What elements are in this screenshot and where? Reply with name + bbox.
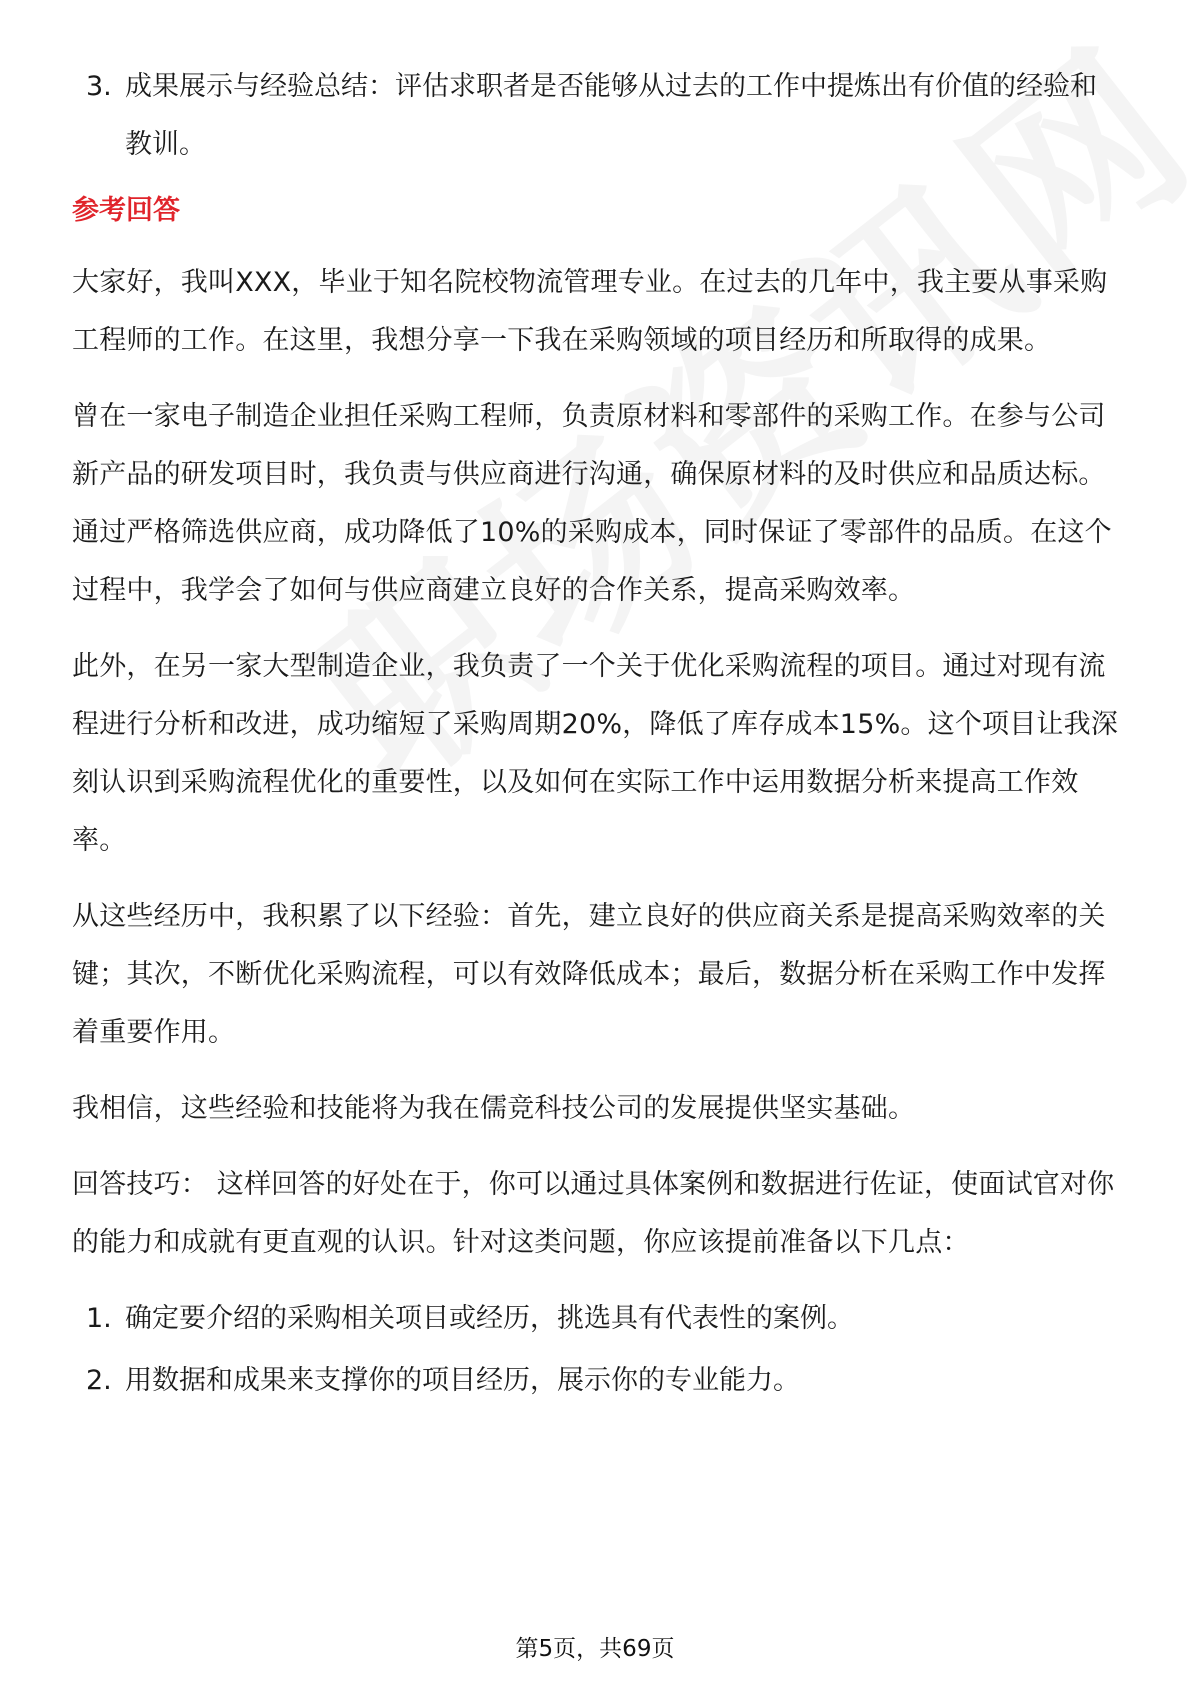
paragraph-conclusion: 我相信，这些经验和技能将为我在儒竞科技公司的发展提供坚实基础。 [72,1093,916,1124]
list-item-text: 成果展示与经验总结：评估求职者是否能够从过去的工作中提炼出有价值的经验和教训。 [125,71,1097,160]
list-item-text: 用数据和成果来支撑你的项目经历，展示你的专业能力。 [125,1365,800,1396]
paragraph-lessons: 从这些经历中，我积累了以下经验：首先，建立良好的供应商关系是提高采购效率的关键；其次，不断优化采购流程，可以有效降低成本；最后，数据分析在采购工作中发挥着重要作用。 [72,901,1106,1048]
list-item [72,58,1122,174]
section-title: 参考回答 [72,195,180,226]
list-item [72,1290,1122,1348]
list-item [72,1352,1122,1410]
list-item-number: 1. [86,1303,112,1334]
paragraph-experience-2: 此外，在另一家大型制造企业，我负责了一个关于优化采购流程的项目。通过对现有流程进行分析和改进，成功缩短了采购周期20%，降低了库存成本15%。这个项目让我深刻认识到采购流程优化的重要性，以及如何在实际工作中运用数据分析来提高工作效率。 [72,651,1119,856]
paragraph-experience-1: 曾在一家电子制造企业担任采购工程师，负责原材料和零部件的采购工作。在参与公司新产品的研发项目时，我负责与供应商进行沟通，确保原材料的及时供应和品质达标。通过严格筛选供应商，成功降低了10%的采购成本，同时保证了零部件的品质。在这个过程中，我学会了如何与供应商建立良好的合作关系，提高采购效率。 [72,401,1112,606]
list-item-text: 确定要介绍的采购相关项目或经历，挑选具有代表性的案例。 [125,1303,854,1334]
paragraph-tips: 回答技巧： 这样回答的好处在于，你可以通过具体案例和数据进行佐证，使面试官对你的能力和成就有更直观的认识。针对这类问题，你应该提前准备以下几点： [72,1169,1115,1258]
paragraph-intro: 大家好，我叫XXX，毕业于知名院校物流管理专业。在过去的几年中，我主要从事采购工程师的工作。在这里，我想分享一下我在采购领域的项目经历和所取得的成果。 [72,267,1108,356]
page-content [72,58,1122,1410]
list-item-number: 2. [86,1365,112,1396]
list-item-number: 3. [86,71,112,102]
page-number: 第5页，共69页 [515,1636,675,1662]
